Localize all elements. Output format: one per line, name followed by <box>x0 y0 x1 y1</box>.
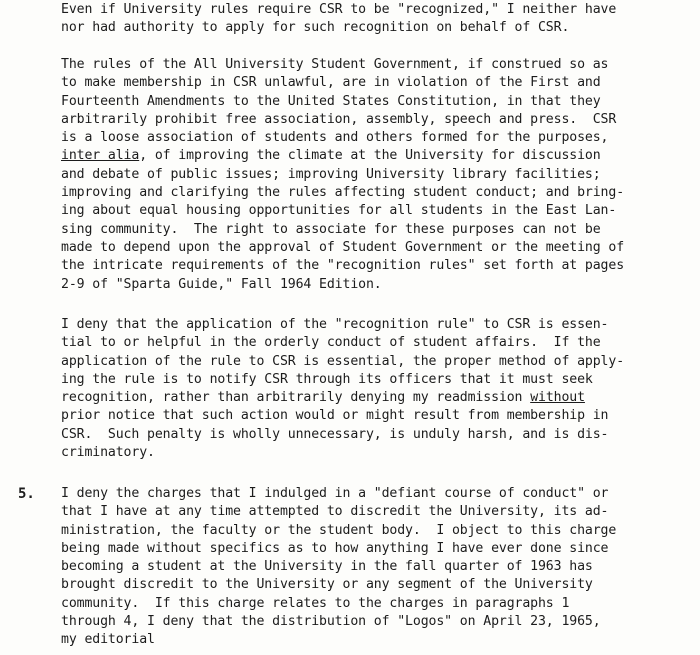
text-line: the intricate requirements of the "recognition rules" set forth at pages <box>61 258 625 274</box>
paragraph-recognition-authority <box>61 1 700 38</box>
text-line: 2-9 of "Sparta Guide," Fall 1964 Edition. <box>61 276 382 292</box>
text-line: ing the rule is to notify CSR through its officers that it must seek <box>61 371 593 387</box>
text-line: nor had authority to apply for such recognition on behalf of CSR. <box>61 20 570 36</box>
text-line-with-underline <box>61 147 700 165</box>
paragraph-recognition-rule-denial <box>61 316 700 462</box>
underlined-phrase: inter alia <box>61 148 140 164</box>
text-line: criminatory. <box>61 445 155 461</box>
text-line: Even if University rules require CSR to be "recognized," I neither have <box>61 2 617 17</box>
line-remainder: , of improving the climate at the University for discussion <box>139 148 601 164</box>
text-line: prior notice that such action would or might result from membership in <box>61 408 609 424</box>
text-line: community. If this charge relates to the charges in paragraphs 1 <box>61 595 570 611</box>
text-line: ministration, the faculty or the student body. I object to this charge <box>61 522 617 538</box>
text-line: tial to or helpful in the orderly conduct of student affairs. If the <box>61 335 601 351</box>
text-line: sing community. The right to associate for these purposes can not be <box>61 221 601 237</box>
text-line: brought discredit to the University or any segment of the University <box>61 577 593 593</box>
text-line: my editorial <box>61 632 155 648</box>
text-line: Fourteenth Amendments to the United States Constitution, in that they <box>61 93 601 109</box>
text-line: improving and clarifying the rules affecting student conduct; and bring- <box>61 185 625 201</box>
text-line: ing about equal housing opportunities for all students in the East Lan- <box>61 203 617 219</box>
underlined-phrase: without <box>530 390 585 406</box>
text-line-with-underline <box>61 389 700 407</box>
line-start: recognition, rather than arbitrarily denying my readmission <box>61 390 531 406</box>
text-line: arbitrarily prohibit free association, assembly, speech and press. CSR <box>61 111 617 127</box>
text-line: made to depend upon the approval of Student Government or the meeting of <box>61 239 625 255</box>
text-line: is a loose association of students and others formed for the purposes, <box>61 130 609 146</box>
text-line: being made without specifics as to how anything I have ever done since <box>61 540 609 556</box>
paragraph-constitutional-argument <box>61 56 700 294</box>
paragraph-number: 5. <box>18 486 35 502</box>
text-line: through 4, I deny that the distribution of "Logos" on April 23, 1965, <box>61 614 601 630</box>
text-line: CSR. Such penalty is wholly unnecessary, is unduly harsh, and is dis- <box>61 426 609 442</box>
text-line: I deny that the application of the "recognition rule" to CSR is essen- <box>61 317 609 332</box>
text-line: to make membership in CSR unlawful, are in violation of the First and <box>61 75 601 91</box>
text-line: and debate of public issues; improving University library facilities; <box>61 166 601 182</box>
text-line: that I have at any time attempted to discredit the University, its ad- <box>61 504 609 520</box>
text-line: I deny the charges that I indulged in a "defiant course of conduct" or <box>61 486 609 501</box>
text-line: The rules of the All University Student Government, if construed so as <box>61 57 609 72</box>
paragraph-defiant-conduct-denial <box>61 485 700 650</box>
text-line: application of the rule to CSR is essential, the proper method of apply- <box>61 353 625 369</box>
text-line: becoming a student at the University in the fall quarter of 1963 has <box>61 559 593 575</box>
